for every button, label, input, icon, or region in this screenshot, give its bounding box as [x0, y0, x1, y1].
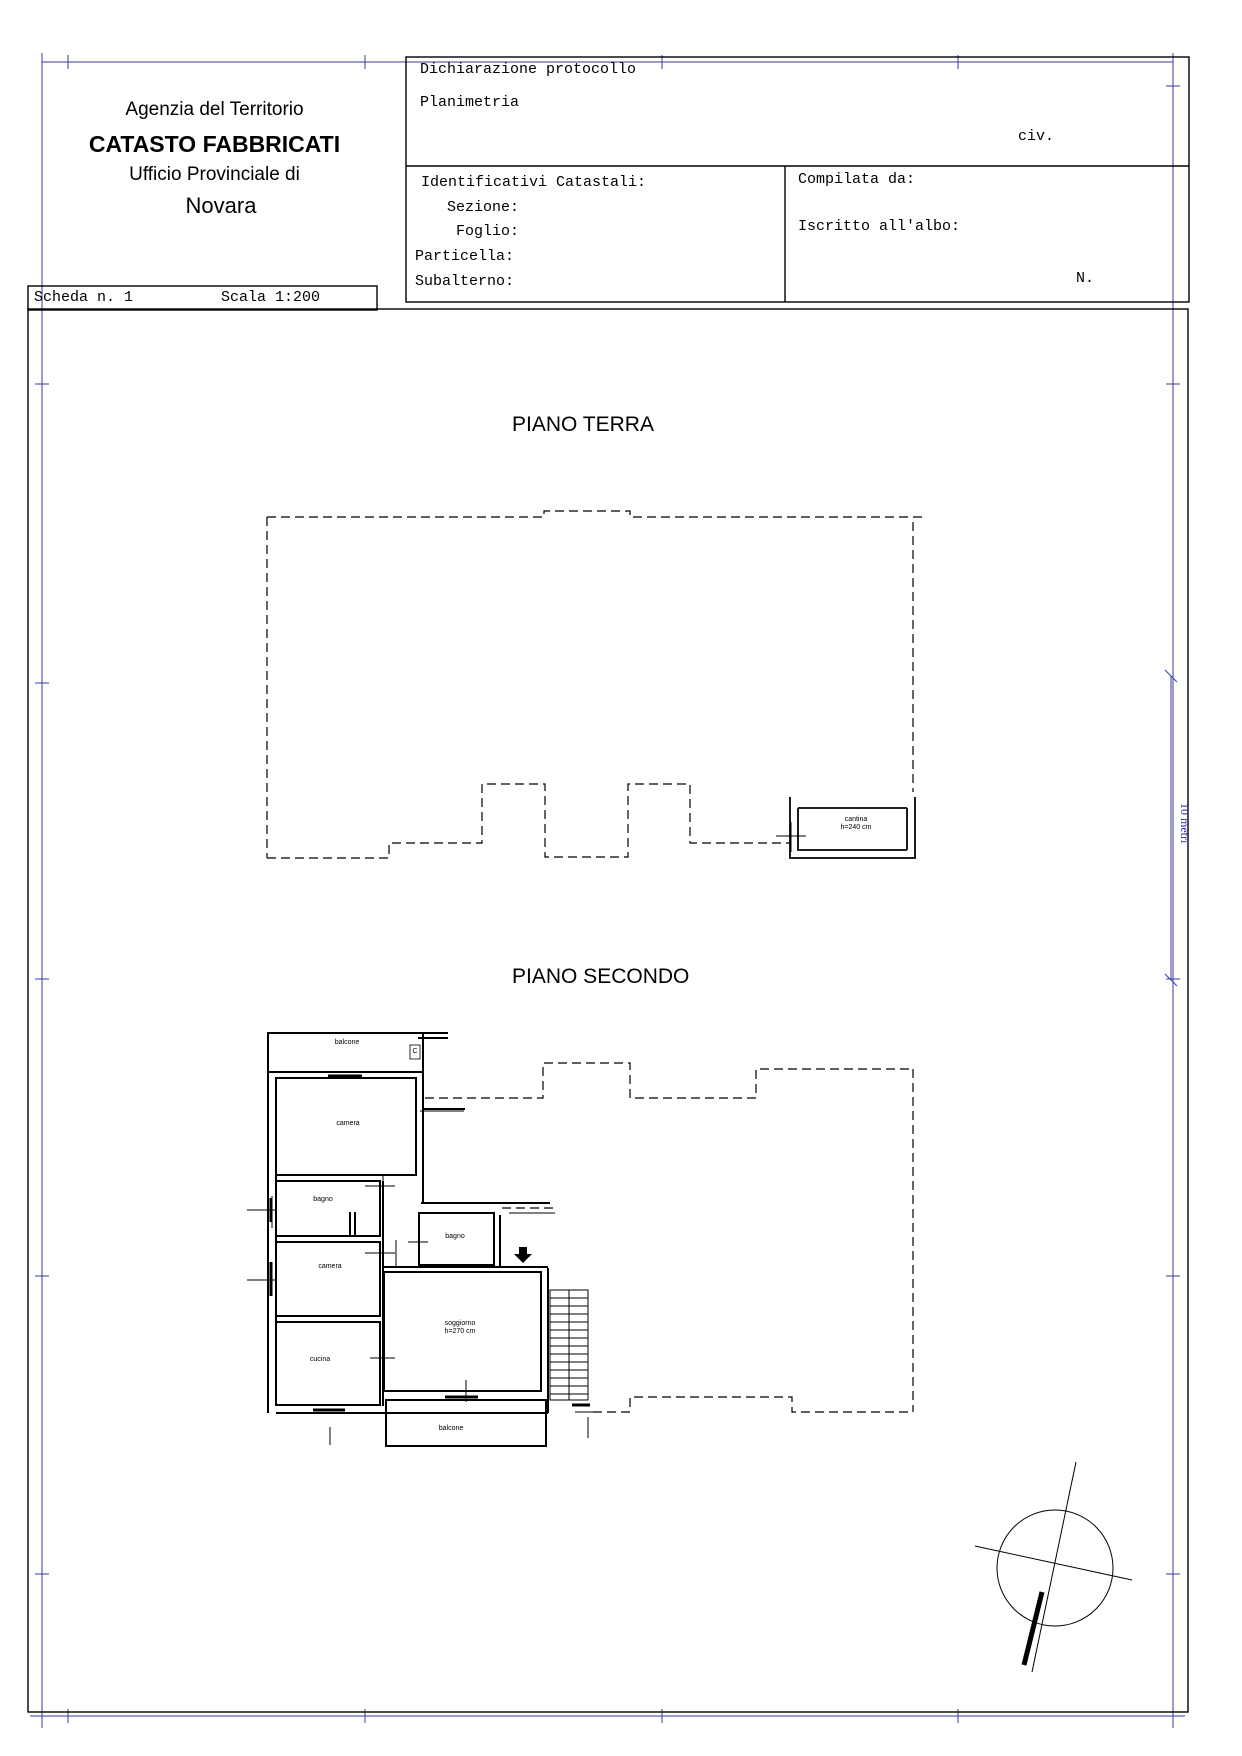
room-label-soggiorno: soggiorno h=270 cm	[444, 1320, 476, 1335]
piano-secondo-title: PIANO SECONDO	[512, 965, 690, 988]
piano-terra-title: PIANO TERRA	[512, 413, 654, 436]
dichiarazione-label: Dichiarazione protocollo	[420, 61, 637, 78]
foglio-label: Foglio:	[456, 223, 520, 240]
piano-terra-outline	[267, 511, 922, 858]
room-label-bagno-1: bagno	[313, 1196, 333, 1203]
room-label-balcone-top: balcone	[334, 1039, 360, 1046]
scala-label: Scala 1:200	[221, 289, 321, 306]
room-label-cantina: cantina h=240 cm	[840, 816, 872, 831]
room-label-cucina: cucina	[309, 1356, 331, 1363]
particella-label: Particella:	[415, 248, 515, 265]
entrance-arrow-icon	[514, 1247, 532, 1263]
piano-secondo-outline	[425, 1063, 913, 1412]
stairs	[550, 1290, 588, 1400]
catasto-title: CATASTO FABBRICATI	[88, 131, 341, 157]
civ-label: civ.	[1018, 128, 1055, 145]
compilata-da-label: Compilata da:	[798, 171, 916, 188]
scale-bar-label: 10 metri	[1178, 803, 1192, 844]
iscritto-albo-label: Iscritto all'albo:	[798, 218, 961, 235]
city-name: Novara	[185, 193, 257, 218]
scheda-label: Scheda n. 1	[34, 289, 134, 306]
room-label-balcone-bottom: balcone	[438, 1425, 464, 1432]
room-label-c: C	[412, 1048, 418, 1055]
subalterno-label: Subalterno:	[415, 273, 515, 290]
ufficio-label: Ufficio Provinciale di	[129, 164, 300, 185]
n-label: N.	[1076, 270, 1095, 287]
north-compass-icon	[975, 1462, 1132, 1672]
sezione-label: Sezione:	[447, 199, 520, 216]
apartment-walls	[268, 1033, 550, 1446]
planimetria-label: Planimetria	[420, 94, 520, 111]
room-label-camera-2: camera	[318, 1263, 342, 1270]
room-label-bagno-2: bagno	[445, 1233, 465, 1240]
room-label-camera-1: camera	[336, 1120, 360, 1127]
identificativi-title: Identificativi Catastali:	[421, 174, 647, 191]
agency-name: Agenzia del Territorio	[125, 99, 304, 120]
